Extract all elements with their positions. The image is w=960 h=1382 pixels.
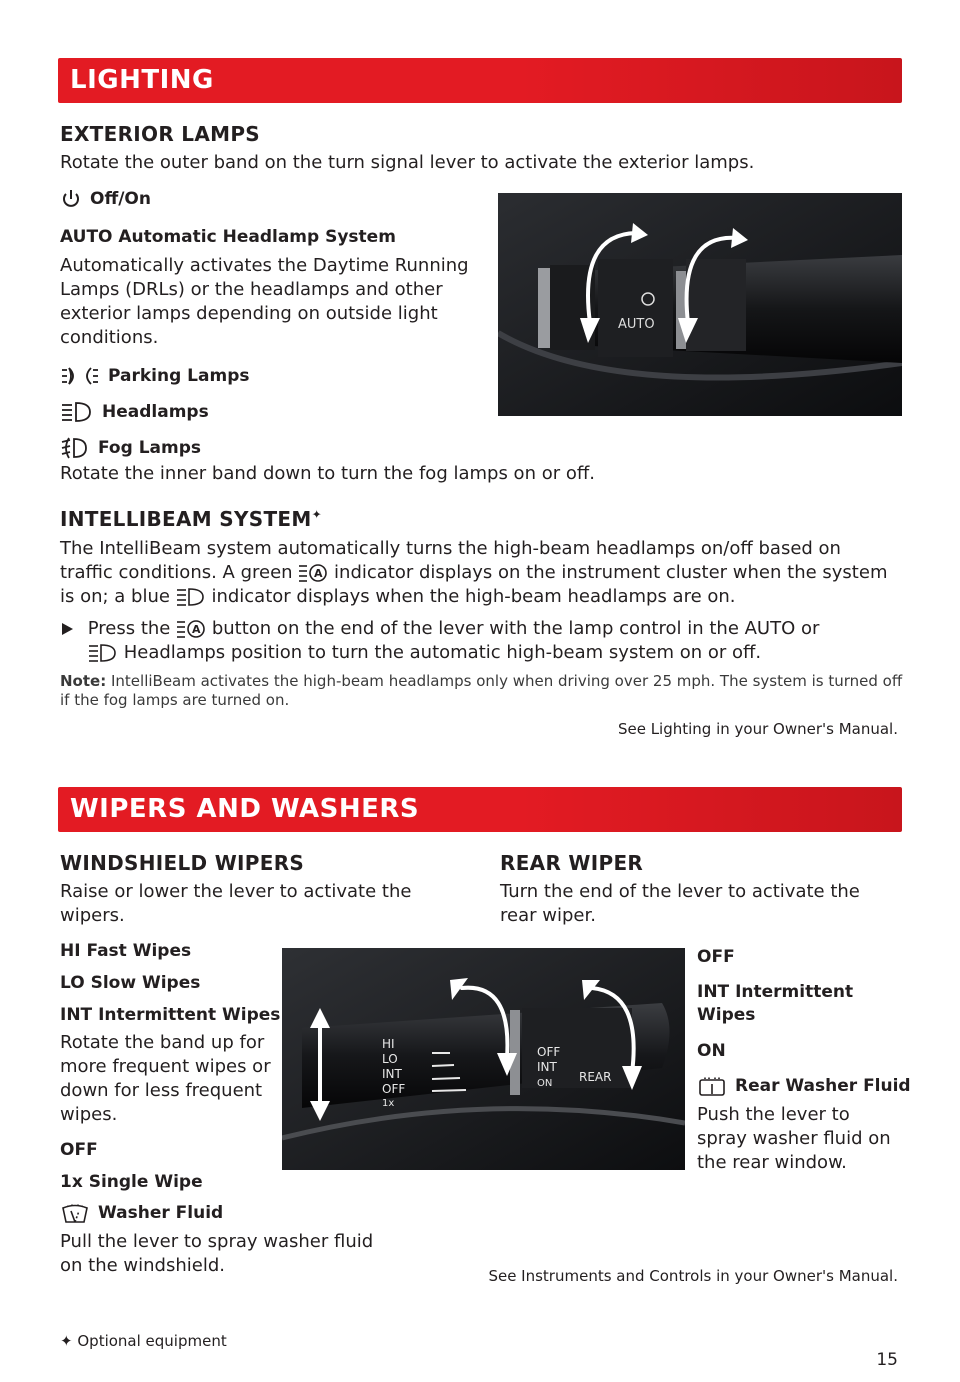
note-text: IntelliBeam activates the high-beam headlamps only when driving over 25 mph. The system is turned off if the fog lamps are turned on. — [60, 672, 903, 709]
rear-washer-body: Push the lever to spray washer fluid on the rear window. — [697, 1104, 891, 1173]
press-instruction-cont — [88, 641, 908, 665]
fog-body: Rotate the inner band down to turn the fog lamps on or off. — [60, 463, 595, 484]
washer-item — [60, 1202, 223, 1224]
lever-hi-text: HI — [382, 1037, 395, 1051]
wipers-banner — [58, 787, 902, 832]
press-instruction — [60, 617, 910, 641]
exterior-lamps-intro: Rotate the outer band on the turn signal lever to activate the exterior lamps. — [60, 152, 755, 173]
optional-equipment-footnote — [60, 1332, 227, 1351]
power-icon — [60, 188, 82, 210]
lighting-manual-ref: See Lighting in your Owner's Manual. — [617, 720, 898, 738]
intellibeam-line-3 — [60, 585, 910, 609]
ib-text-2b: indicator displays on the instrument cluster when the system — [334, 562, 888, 583]
svg-text:A: A — [192, 623, 201, 636]
rear-washer-item — [697, 1075, 911, 1097]
wipers-banner-title: WIPERS AND WASHERS — [70, 794, 420, 824]
ib-text-2a: traffic conditions. A green — [60, 562, 293, 583]
lever-on2-text: ON — [537, 1078, 553, 1089]
footnote-mark: ✦ — [60, 1332, 73, 1350]
ib-text-3a: is on; a blue — [60, 586, 170, 607]
ib-text-3b: indicator displays when the high-beam headlamps are on. — [211, 586, 736, 607]
lo-item: LO Slow Wipes — [60, 973, 201, 993]
rear-off-item: OFF — [697, 947, 735, 967]
intellibeam-icon — [298, 563, 328, 583]
wipers-manual-ref: See Instruments and Controls in your Owner's Manual. — [488, 1267, 898, 1285]
lever-off-text: OFF — [382, 1082, 406, 1096]
intellibeam-note — [60, 672, 910, 710]
high-beam-icon — [176, 587, 206, 607]
off-on-item — [60, 188, 151, 210]
off-item: OFF — [60, 1140, 98, 1160]
headlamp-position-icon — [88, 643, 118, 663]
headlamp-icon — [60, 401, 94, 423]
auto-title: AUTO Automatic Headlamp System — [60, 227, 396, 247]
fog-lamps-label: Fog Lamps — [98, 438, 201, 458]
lever-int-text: INT — [382, 1067, 402, 1081]
rear-washer-label: Rear Washer Fluid — [735, 1076, 911, 1096]
lever-illustration — [498, 193, 902, 416]
rear-int-item: INT Intermittent Wipes — [697, 982, 854, 1025]
auto-body: Automatically activates the Daytime Running Lamps (DRLs) or the headlamps and other exterior lamps depending on outside light conditions. — [60, 255, 469, 348]
optional-equipment-mark: ✦ — [311, 507, 322, 522]
rear-intro: Turn the end of the lever to activate the rear wiper. — [500, 881, 860, 926]
intellibeam-title-text: INTELLIBEAM SYSTEM — [60, 507, 312, 531]
wiper-lever-photo — [282, 948, 685, 1170]
bullet-arrow-icon — [60, 622, 74, 636]
intellibeam-line-2 — [60, 561, 910, 585]
lighting-banner-title: LIGHTING — [70, 65, 214, 95]
press-text-c: Headlamps position to turn the automatic high-beam system on or off. — [123, 642, 762, 663]
off-on-label: Off/On — [90, 189, 151, 209]
lever-rear-text: REAR — [579, 1070, 612, 1084]
windshield-wipers-title: WINDSHIELD WIPERS — [60, 851, 305, 875]
fog-lamp-icon — [60, 436, 90, 460]
washer-label: Washer Fluid — [98, 1203, 224, 1223]
rear-washer-icon — [697, 1075, 727, 1097]
note-label: Note: — [60, 672, 107, 690]
intellibeam-button-icon — [176, 619, 206, 639]
windshield-intro: Raise or lower the lever to activate the wipers. — [60, 881, 412, 926]
lighting-banner — [58, 58, 902, 103]
lever-lo-text: LO — [382, 1052, 398, 1066]
press-text-b: button on the end of the lever with the lamp control in the AUTO or — [211, 618, 820, 639]
headlamps-label: Headlamps — [102, 402, 209, 422]
int-body: Rotate the band up for more frequent wipes or down for less frequent wipes. — [60, 1032, 271, 1125]
wiper-lever-illustration — [282, 948, 685, 1170]
svg-text:A: A — [314, 567, 323, 580]
fog-lamps-item — [60, 436, 201, 460]
windshield-washer-icon — [60, 1202, 90, 1224]
washer-body: Pull the lever to spray washer fluid on the windshield. — [60, 1231, 374, 1276]
parking-lamps-item — [60, 365, 250, 387]
rear-on-item: ON — [697, 1041, 726, 1061]
rear-wiper-title: REAR WIPER — [500, 851, 644, 875]
lever-auto-text: AUTO — [618, 317, 655, 332]
lever-int2-text: INT — [537, 1060, 557, 1074]
press-text-a: Press the — [87, 618, 171, 639]
lever-1x-text: 1x — [382, 1098, 395, 1109]
footnote-text: Optional equipment — [77, 1332, 227, 1350]
exterior-lamps-title: EXTERIOR LAMPS — [60, 122, 260, 146]
parking-lamps-label: Parking Lamps — [108, 366, 250, 386]
int-item: INT Intermittent Wipes — [60, 1005, 281, 1025]
parking-lamps-icon — [60, 365, 100, 387]
intellibeam-title — [60, 507, 322, 531]
lever-off2-text: OFF — [537, 1045, 561, 1059]
hi-item: HI Fast Wipes — [60, 941, 192, 961]
single-wipe-item: 1x Single Wipe — [60, 1172, 203, 1192]
headlamps-item — [60, 401, 209, 423]
turn-signal-lever-photo — [498, 193, 902, 416]
intellibeam-line-1: The IntelliBeam system automatically turns the high-beam headlamps on/off based on — [60, 538, 841, 559]
page-number: 15 — [876, 1350, 898, 1370]
